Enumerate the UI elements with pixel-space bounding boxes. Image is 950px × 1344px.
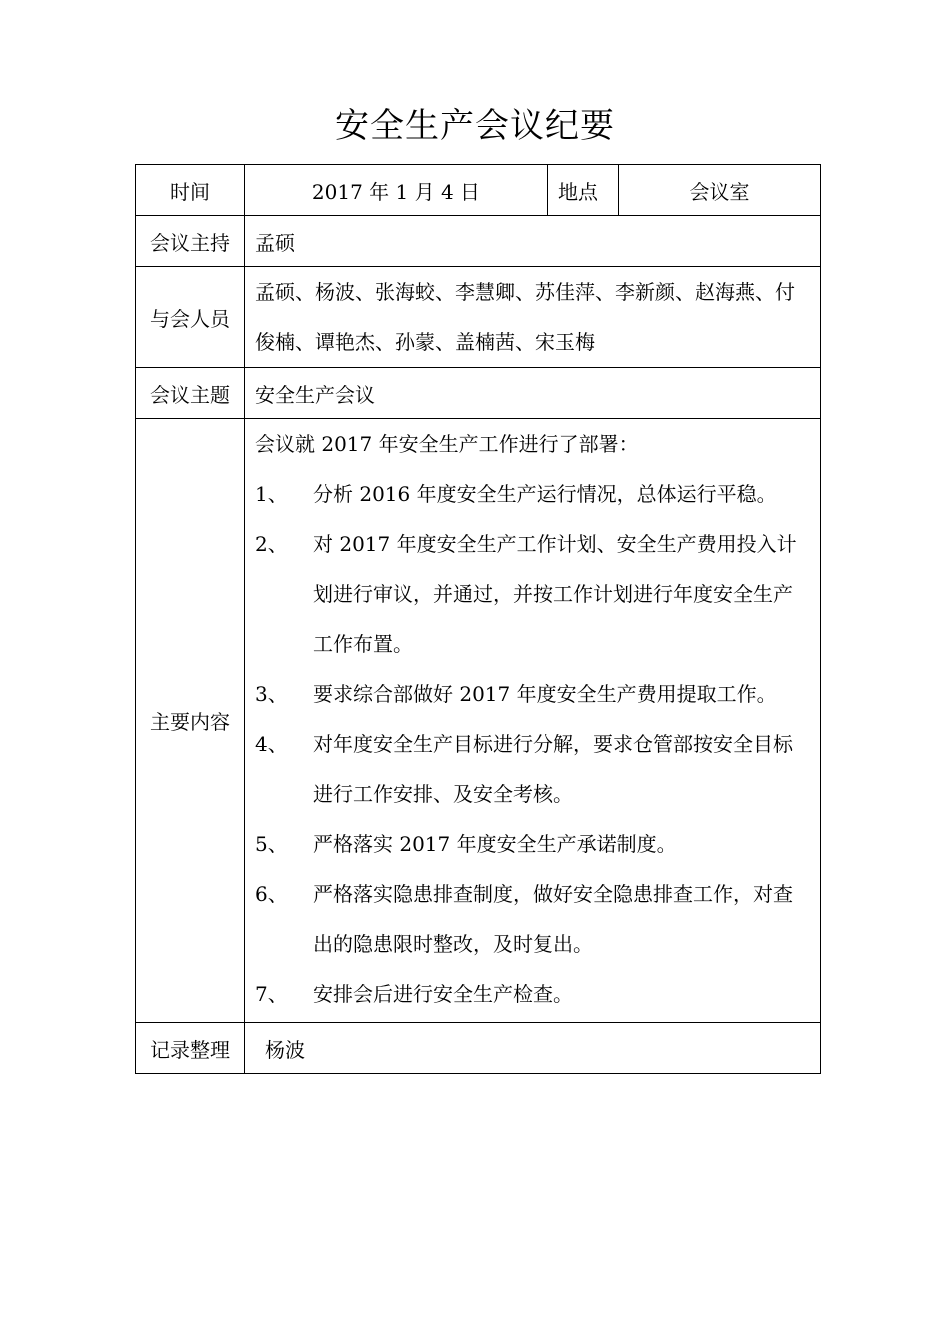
location-value: 会议室 xyxy=(619,165,821,216)
recorder-label: 记录整理 xyxy=(136,1023,245,1074)
content-item xyxy=(255,719,812,819)
item-number: 3、 xyxy=(255,682,288,706)
host-label: 会议主持 xyxy=(136,216,245,267)
recorder-value: 杨波 xyxy=(245,1023,821,1074)
content-item xyxy=(255,469,812,519)
time-label: 时间 xyxy=(136,165,245,216)
host-value: 孟硕 xyxy=(245,216,821,267)
content-label: 主要内容 xyxy=(136,419,245,1023)
time-value: 2017 年 1 月 4 日 xyxy=(245,165,548,216)
content-item xyxy=(255,669,812,719)
item-number: 4、 xyxy=(255,732,288,756)
topic-label: 会议主题 xyxy=(136,368,245,419)
item-number: 1、 xyxy=(255,482,288,506)
item-number: 6、 xyxy=(255,882,288,906)
item-text: 严格落实 2017 年度安全生产承诺制度。 xyxy=(313,832,677,856)
row-recorder xyxy=(136,1023,821,1074)
content-item xyxy=(255,969,812,1019)
item-text: 对 2017 年度安全生产工作计划、安全生产费用投入计划进行审议，并通过，并按工作计划进行年度安全生产工作布置。 xyxy=(313,532,797,656)
item-text: 分析 2016 年度安全生产运行情况，总体运行平稳。 xyxy=(313,482,777,506)
content-intro: 会议就 2017 年安全生产工作进行了部署： xyxy=(255,432,639,456)
row-attendees xyxy=(136,267,821,368)
location-label: 地点 xyxy=(548,165,619,216)
attendees-label: 与会人员 xyxy=(136,267,245,368)
topic-value: 安全生产会议 xyxy=(245,368,821,419)
item-number: 7、 xyxy=(255,982,288,1006)
row-content xyxy=(136,419,821,1023)
row-topic xyxy=(136,368,821,419)
item-number: 5、 xyxy=(255,832,288,856)
row-host xyxy=(136,216,821,267)
item-text: 要求综合部做好 2017 年度安全生产费用提取工作。 xyxy=(313,682,777,706)
row-time xyxy=(136,165,821,216)
item-number: 2、 xyxy=(255,532,288,556)
content-body xyxy=(245,419,821,1023)
content-item xyxy=(255,819,812,869)
item-text: 严格落实隐患排查制度，做好安全隐患排查工作，对查出的隐患限时整改，及时复出。 xyxy=(313,882,793,956)
item-text: 对年度安全生产目标进行分解，要求仓管部按安全目标进行工作安排、及安全考核。 xyxy=(313,732,793,806)
document-title: 安全生产会议纪要 xyxy=(335,106,615,146)
minutes-table xyxy=(135,164,821,1074)
content-item xyxy=(255,869,812,969)
attendees-value: 孟硕、杨波、张海蛟、李慧卿、苏佳萍、李新颜、赵海燕、付俊楠、谭艳杰、孙蒙、盖楠茜、宋玉梅 xyxy=(245,267,821,368)
item-text: 安排会后进行安全生产检查。 xyxy=(313,982,573,1006)
content-item xyxy=(255,519,812,669)
